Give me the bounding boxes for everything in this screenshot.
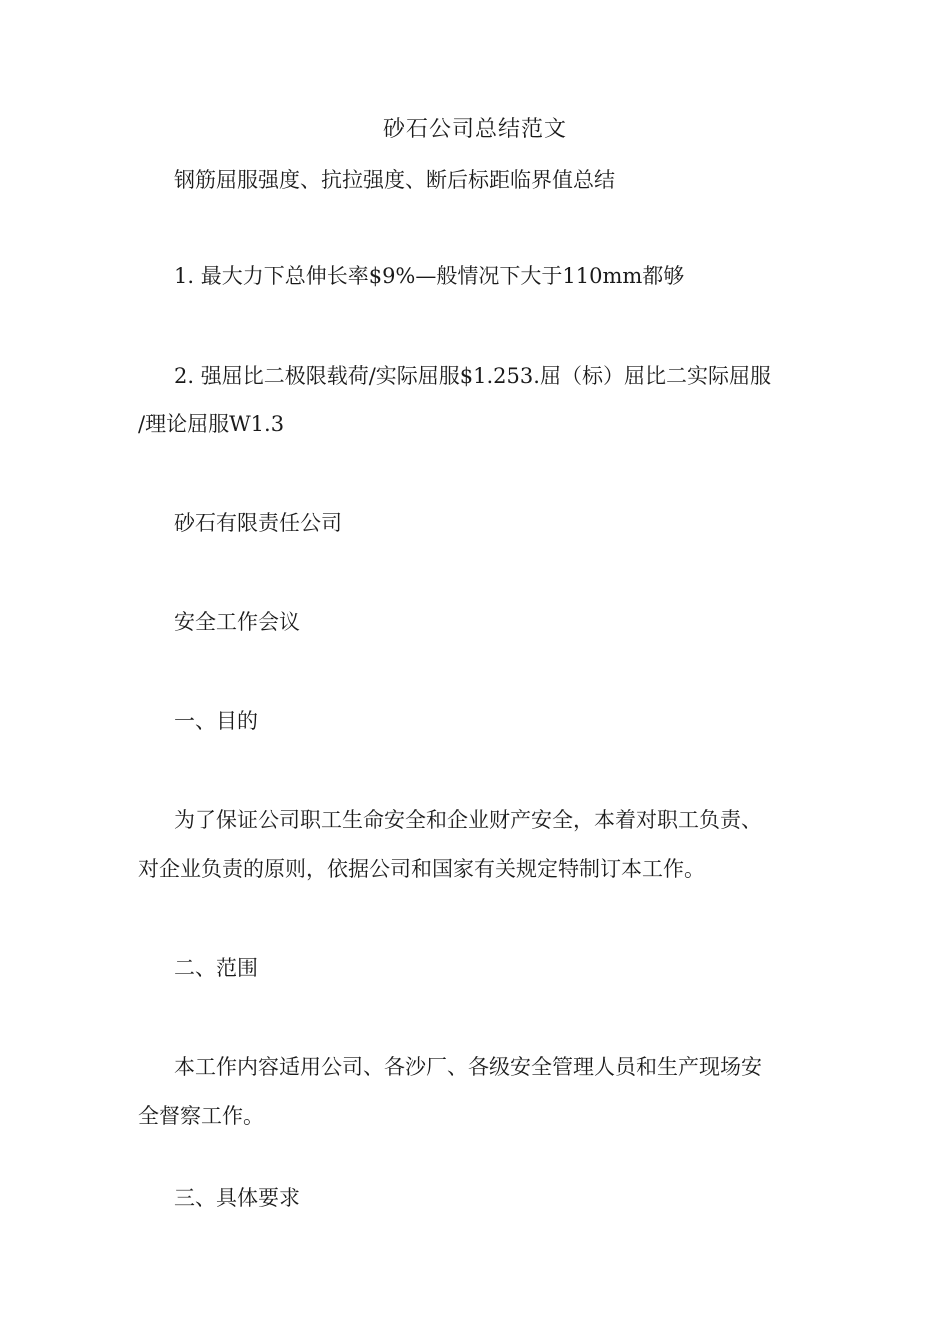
section-1-heading: 一、目的 bbox=[174, 709, 258, 733]
company-name: 砂石有限责任公司 bbox=[174, 511, 342, 535]
section-3-heading: 三、具体要求 bbox=[174, 1186, 300, 1210]
section-1-paragraph-line-2: 对企业负责的原则，依据公司和国家有关规定特制订本工作。 bbox=[138, 857, 705, 881]
item-1-line: 1. 最大力下总伸长率$9%—般情况下大于110mm都够 bbox=[174, 264, 685, 288]
section-2-heading: 二、范围 bbox=[174, 956, 258, 980]
section-2-paragraph-line-2: 全督察工作。 bbox=[138, 1104, 264, 1128]
item-2-continuation: /理论屈服W1.3 bbox=[138, 412, 285, 436]
section-2-paragraph-line-1: 本工作内容适用公司、各沙厂、各级安全管理人员和生产现场安 bbox=[174, 1055, 762, 1079]
document-title: 砂石公司总结范文 bbox=[382, 117, 567, 142]
subtitle-line: 钢筋屈服强度、抗拉强度、断后标距临界值总结 bbox=[174, 168, 615, 192]
section-1-paragraph-line-1: 为了保证公司职工生命安全和企业财产安全，本着对职工负责、 bbox=[174, 808, 762, 832]
item-2-line: 2. 强屈比二极限载荷/实际屈服$1.253.屈（标）屈比二实际屈服 bbox=[174, 364, 771, 388]
meeting-heading: 安全工作会议 bbox=[174, 610, 300, 634]
